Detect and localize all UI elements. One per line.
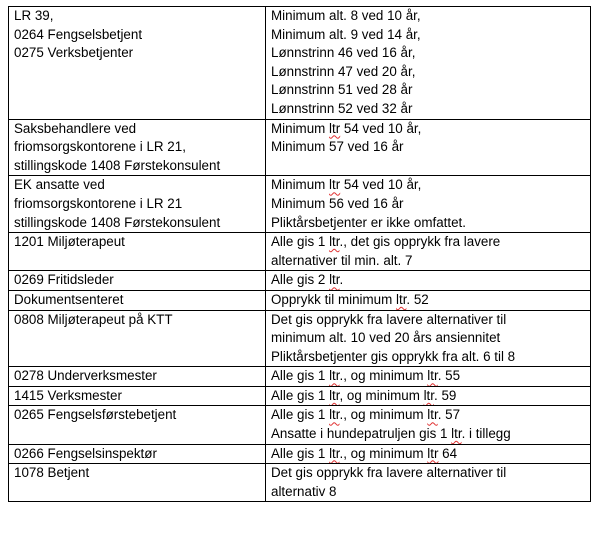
pay-table — [8, 6, 591, 502]
rule-cell — [266, 464, 591, 502]
rule-line — [271, 406, 585, 425]
rule-text: 54 ved 10 år, — [340, 120, 422, 136]
rule-line — [271, 100, 585, 119]
rule-line — [271, 44, 585, 63]
rule-text: Minimum 57 ved 16 år — [271, 139, 404, 155]
rule-text: Pliktårsbetjenter gis opprykk fra alt. 6 til 8 — [271, 348, 516, 364]
group-cell — [9, 464, 266, 502]
rule-line — [271, 214, 585, 233]
group-cell — [9, 444, 266, 464]
group-line: stillingskode 1408 Førstekonsulent — [14, 157, 221, 173]
spellcheck-word: ltr — [427, 445, 439, 461]
rule-text: Minimum alt. 9 ved 14 år, — [271, 26, 421, 42]
group-cell — [9, 290, 266, 310]
table-row — [9, 367, 591, 387]
pay-table-body — [9, 7, 591, 502]
rule-line — [271, 176, 585, 195]
rule-text: . 59 — [434, 387, 457, 403]
rule-text: . 57 — [437, 407, 461, 423]
rule-text: Alle gis 1 — [271, 445, 330, 461]
spellcheck-word: ltr — [423, 387, 434, 403]
rule-text: Det gis opprykk fra lavere alternativer til — [271, 465, 507, 481]
rule-line — [271, 120, 585, 139]
rule-text: ., og minimum — [339, 368, 428, 384]
rule-text: alternativer til min. alt. 7 — [271, 252, 413, 268]
rule-cell — [266, 119, 591, 176]
rule-line — [271, 348, 585, 367]
rule-text: Det gis opprykk fra lavere alternativer til — [271, 311, 507, 327]
group-line: EK ansatte ved — [14, 177, 105, 193]
rule-text: 54 ved 10 år, — [340, 177, 422, 193]
spellcheck-word: ltr — [427, 368, 438, 384]
table-row — [9, 310, 591, 367]
group-line: LR 39, — [14, 8, 54, 23]
rule-line — [271, 329, 585, 348]
group-cell — [9, 386, 266, 406]
group-line: friomsorgskontorene i LR 21 — [14, 195, 183, 211]
rule-cell — [266, 271, 591, 291]
rule-text: . i tillegg — [461, 426, 511, 442]
table-row — [9, 464, 591, 502]
table-row — [9, 386, 591, 406]
rule-cell — [266, 233, 591, 271]
group-cell — [9, 176, 266, 233]
spellcheck-word: ltr — [329, 177, 341, 193]
group-line: friomsorgskontorene i LR 21, — [14, 139, 186, 155]
group-cell — [9, 406, 266, 444]
group-line: Dokumentsenteret — [14, 291, 124, 307]
group-cell — [9, 119, 266, 176]
spellcheck-word: ltr — [329, 387, 340, 403]
group-cell — [9, 367, 266, 387]
spellcheck-word: ltr — [329, 445, 340, 461]
rule-text: 64 — [438, 445, 458, 461]
rule-line — [271, 195, 585, 214]
rule-line — [271, 63, 585, 82]
rule-cell — [266, 444, 591, 464]
rule-text: Lønnstrinn 46 ved 16 år, — [271, 45, 416, 61]
rule-line — [271, 425, 585, 444]
spellcheck-word: ltr — [451, 426, 462, 442]
group-cell — [9, 271, 266, 291]
rule-text: Minimum alt. 8 ved 10 år, — [271, 8, 421, 23]
rule-cell — [266, 310, 591, 367]
rule-line — [271, 26, 585, 45]
rule-text: ., det gis opprykk fra lavere — [339, 234, 501, 250]
spellcheck-word: ltr — [396, 291, 407, 307]
group-line: 1201 Miljøterapeut — [14, 234, 125, 250]
spellcheck-word: ltr — [329, 368, 340, 384]
group-line: 0265 Fengselsførstebetjent — [14, 407, 177, 423]
rule-cell — [266, 386, 591, 406]
table-row — [9, 233, 591, 271]
rule-line — [271, 271, 585, 290]
table-row — [9, 444, 591, 464]
spellcheck-word: ltr — [329, 407, 340, 423]
rule-line — [271, 387, 585, 406]
group-cell — [9, 233, 266, 271]
group-line: Saksbehandlere ved — [14, 120, 137, 136]
table-row — [9, 176, 591, 233]
rule-text: Minimum 56 ved 16 år — [271, 195, 404, 211]
group-cell — [9, 7, 266, 120]
rule-line — [271, 7, 585, 26]
rule-cell — [266, 7, 591, 120]
rule-text: ., og minimum — [339, 407, 428, 423]
spellcheck-word: ltr — [427, 407, 438, 423]
group-line: 0808 Miljøterapeut på KTT — [14, 311, 173, 327]
rule-text: minimum alt. 10 ved 20 års ansiennitet — [271, 330, 501, 346]
rule-line — [271, 311, 585, 330]
rule-line — [271, 483, 585, 502]
rule-text: Lønnstrinn 47 ved 20 år, — [271, 63, 416, 79]
group-line: 0278 Underverksmester — [14, 368, 157, 384]
rule-cell — [266, 367, 591, 387]
spellcheck-word: ltr — [329, 272, 340, 288]
group-line: 0264 Fengselsbetjent — [14, 26, 143, 42]
rule-text: Alle gis 1 — [271, 407, 330, 423]
table-row — [9, 406, 591, 444]
rule-text: Lønnstrinn 52 ved 32 år — [271, 100, 413, 116]
rule-line — [271, 252, 585, 271]
group-line: stillingskode 1408 Førstekonsulent — [14, 214, 221, 230]
rule-text: ., og minimum — [339, 445, 428, 461]
spellcheck-word: ltr — [329, 234, 340, 250]
rule-text: Minimum — [271, 120, 330, 136]
group-line: 1415 Verksmester — [14, 387, 122, 403]
group-line: 1078 Betjent — [14, 465, 90, 481]
rule-text: . — [339, 272, 344, 288]
spellcheck-word: ltr — [329, 120, 341, 136]
rule-line — [271, 445, 585, 464]
rule-cell — [266, 290, 591, 310]
rule-text: alternativ 8 — [271, 483, 337, 499]
group-line: 0275 Verksbetjenter — [14, 45, 134, 61]
rule-line — [271, 291, 585, 310]
rule-line — [271, 233, 585, 252]
group-cell — [9, 310, 266, 367]
rule-cell — [266, 176, 591, 233]
rule-cell — [266, 406, 591, 444]
rule-text: Alle gis 1 — [271, 234, 330, 250]
group-line: 0266 Fengselsinspektør — [14, 445, 157, 461]
rule-text: . 55 — [437, 368, 461, 384]
rule-line — [271, 81, 585, 100]
rule-text: Alle gis 1 — [271, 368, 330, 384]
rule-text: . 52 — [406, 291, 429, 307]
rule-text: Opprykk til minimum — [271, 291, 396, 307]
table-row — [9, 271, 591, 291]
table-row — [9, 119, 591, 176]
rule-text: Alle gis 2 — [271, 272, 330, 288]
rule-line — [271, 367, 585, 386]
table-row — [9, 7, 591, 120]
group-line: 0269 Fritidsleder — [14, 272, 114, 288]
rule-text: Alle gis 1 — [271, 387, 330, 403]
rule-text: Minimum — [271, 177, 330, 193]
table-row — [9, 290, 591, 310]
rule-line — [271, 464, 585, 483]
rule-line — [271, 138, 585, 157]
rule-text: , og minimum — [339, 387, 424, 403]
rule-text: Lønnstrinn 51 ved 28 år — [271, 82, 413, 98]
rule-text: Ansatte i hundepatruljen gis 1 — [271, 426, 452, 442]
rule-text: Pliktårsbetjenter er ikke omfattet. — [271, 214, 466, 230]
